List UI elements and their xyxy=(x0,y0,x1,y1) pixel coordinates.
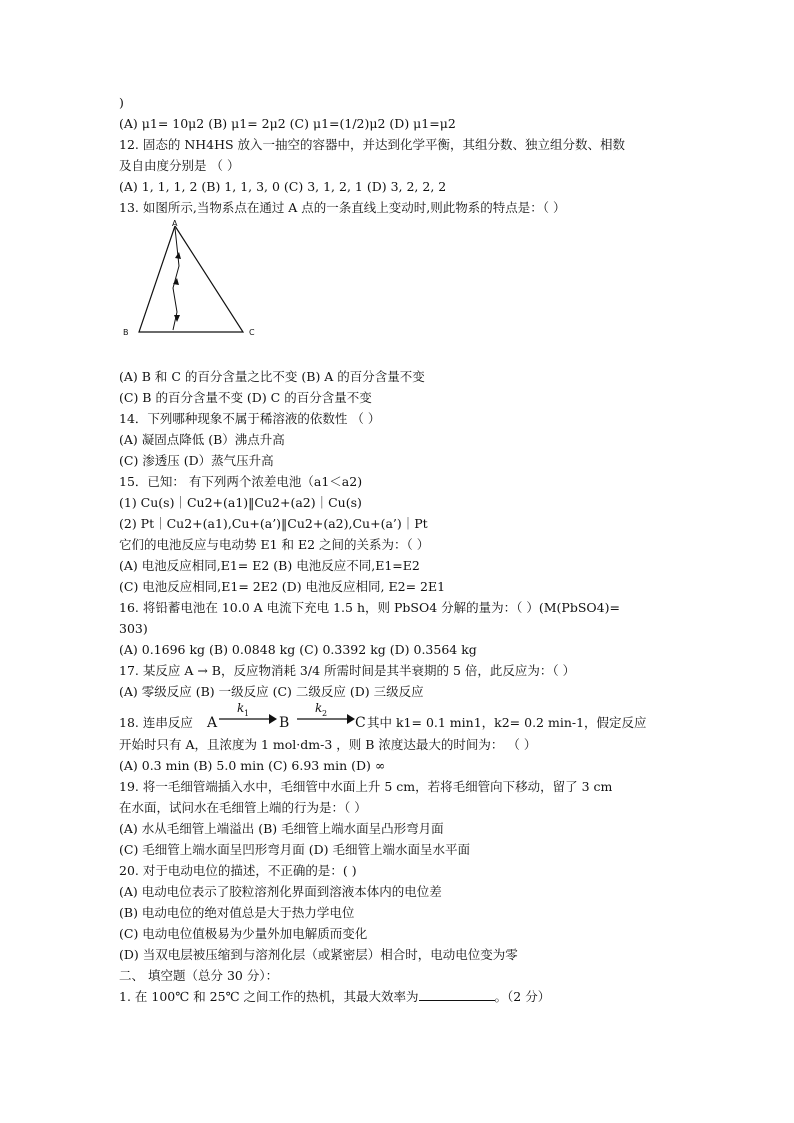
text-line: 16. 将铅蓄电池在 10.0 A 电流下充电 1.5 h，则 PbSO4 分解的量为：（ ）(M(PbSO4)= xyxy=(119,600,620,615)
text-line: (A) 零级反应 (B) 一级反应 (C) 二级反应 (D) 三级反应 xyxy=(119,684,424,699)
rate-k2-sub: 2 xyxy=(322,709,328,718)
text-line: (C) B 的百分含量不变 (D) C 的百分含量不变 xyxy=(119,390,372,405)
text-line: (1) Cu(s)｜Cu2+(a1)‖Cu2+(a2)｜Cu(s) xyxy=(119,495,362,510)
answer-blank[interactable] xyxy=(419,988,495,1001)
rate-k1-sub: 1 xyxy=(244,709,250,718)
text-line: 15．已知： 有下列两个浓差电池（a1＜a2) xyxy=(119,474,363,489)
document-page xyxy=(119,92,679,1007)
triangle-outline xyxy=(139,226,243,332)
text-line: 12. 固态的 NH4HS 放入一抽空的容器中，并达到化学平衡，其组分数、独立组分数、相数 xyxy=(119,137,626,152)
fill-blank-question xyxy=(119,986,679,1007)
reaction-arrow-2-icon xyxy=(297,713,355,725)
text-line: 13. 如图所示,当物系点在通过 A 点的一条直线上变动时,则此物系的特点是：（ ） xyxy=(119,200,566,215)
text-line: ) xyxy=(119,95,124,110)
text-line: 19. 将一毛细管端插入水中，毛细管中水面上升 5 cm，若将毛细管向下移动，留了 3 cm xyxy=(119,779,613,794)
text-line: (2) Pt｜Cu2+(a1),Cu+(a’)‖Cu2+(a2),Cu+(a’)｜Pt xyxy=(119,516,428,531)
triangle-figure xyxy=(119,220,259,360)
triangle-diagram xyxy=(119,220,679,360)
question-18-line xyxy=(119,701,679,734)
text-line: (C) 电动电位值极易为少量外加电解质而变化 xyxy=(119,926,368,941)
text-line: (A) 电动电位表示了胶粒溶剂化界面到溶液本体内的电位差 xyxy=(119,884,442,899)
text-line: (A) μ1= 10μ2 (B) μ1= 2μ2 (C) μ1=(1/2)μ2 (D) μ1=μ2 xyxy=(119,116,456,131)
section-heading: 二、 填空题（总分 30 分）： xyxy=(119,968,279,983)
rate-k1-symbol: k xyxy=(237,701,245,715)
question-block-mid xyxy=(119,366,679,702)
text-line: (C) 电池反应相同,E1= 2E2 (D) 电池反应相同, E2= 2E1 xyxy=(119,579,446,594)
text-line: 在水面，试问水在毛细管上端的行为是：（ ） xyxy=(119,800,367,815)
text-line: (A) 0.3 min (B) 5.0 min (C) 6.93 min (D) ∞ xyxy=(119,758,386,773)
text-line: 14．下列哪种现象不属于稀溶液的依数性 （ ） xyxy=(119,411,381,426)
text-line: (D) 当双电层被压缩到与溶剂化层（或紧密层）相合时，电动电位变为零 xyxy=(119,947,518,962)
arrow-head-icon xyxy=(173,278,179,285)
text-line: (A) 1, 1, 1, 2 (B) 1, 1, 3, 0 (C) 3, 1, 2, 1 (D) 3, 2, 2, 2 xyxy=(119,179,447,194)
species-c: C xyxy=(355,715,366,731)
text-line: (A) 凝固点降低 (B）沸点升高 xyxy=(119,432,285,447)
fill-blank-suffix: 。（2 分） xyxy=(494,989,551,1004)
reaction-arrow-1-icon xyxy=(219,713,277,725)
fill-blank-text: 1. 在 100℃ 和 25℃ 之间工作的热机，其最大效率为 xyxy=(119,989,419,1004)
text-line: 303) xyxy=(119,621,148,636)
text-line: (C) 渗透压 (D）蒸气压升高 xyxy=(119,453,274,468)
text-line: (B) 电动电位的绝对值总是大于热力学电位 xyxy=(119,905,355,920)
text-line: 开始时只有 A，且浓度为 1 mol·dm-3 ，则 B 浓度达最大的时间为： （ ） xyxy=(119,737,537,752)
text-line: (A) B 和 C 的百分含量之比不变 (B) A 的百分含量不变 xyxy=(119,369,425,384)
q18-prefix: 18. 连串反应 xyxy=(119,715,193,730)
vertex-label-b: B xyxy=(123,328,129,337)
vertex-label-c: C xyxy=(249,328,255,337)
rate-k2-symbol: k xyxy=(315,701,323,715)
text-line: 20. 对于电动电位的描述，不正确的是：( ) xyxy=(119,863,357,878)
text-line: (A) 0.1696 kg (B) 0.0848 kg (C) 0.3392 kg (D) 0.3564 kg xyxy=(119,642,477,657)
q18-suffix: 其中 k1= 0.1 min1，k2= 0.2 min-1，假定反应 xyxy=(367,715,647,730)
vertex-label-a: A xyxy=(172,219,178,228)
text-line: 它们的电池反应与电动势 E1 和 E2 之间的关系为：（ ） xyxy=(119,537,430,552)
text-line: (A) 水从毛细管上端溢出 (B) 毛细管上端水面呈凸形弯月面 xyxy=(119,821,444,836)
text-line: (A) 电池反应相同,E1= E2 (B) 电池反应不同,E1=E2 xyxy=(119,558,420,573)
species-a: A xyxy=(207,715,218,731)
question-block-bottom xyxy=(119,734,679,1007)
species-b: B xyxy=(279,715,290,731)
tie-line xyxy=(173,228,179,330)
text-line: (C) 毛细管上端水面呈凹形弯月面 (D) 毛细管上端水面呈水平面 xyxy=(119,842,471,857)
text-line: 17. 某反应 A → B，反应物消耗 3/4 所需时间是其半衰期的 5 倍，此反应为：（ ） xyxy=(119,663,576,678)
question-block-top xyxy=(119,92,679,218)
text-line: 及自由度分别是 （ ） xyxy=(119,158,240,173)
